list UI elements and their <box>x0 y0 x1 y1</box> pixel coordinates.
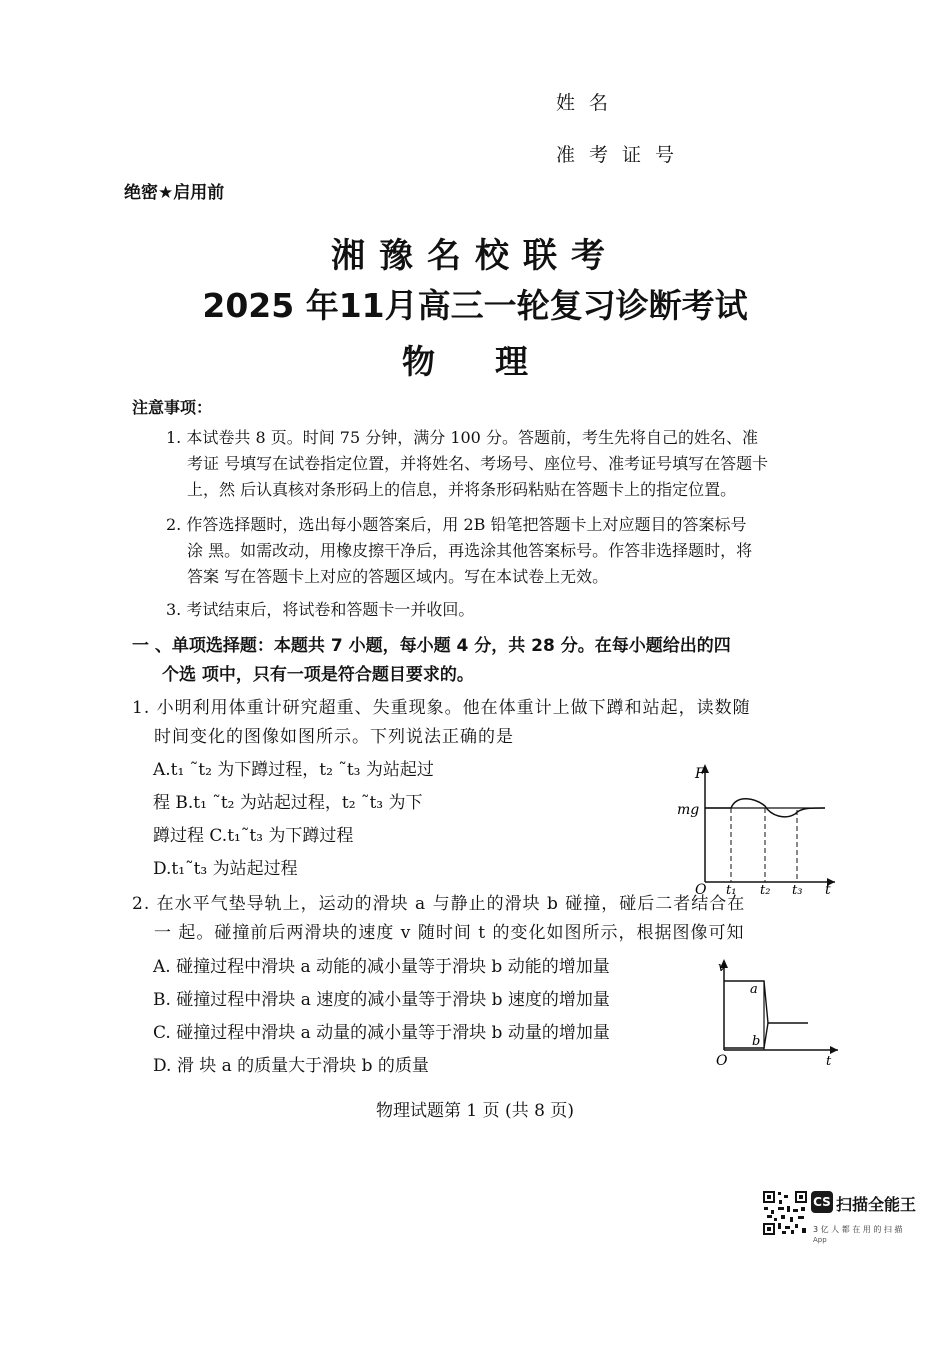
q1-option-line-2: 程 B.t₁ ˜t₂ 为站起过程，t₂ ˜t₃ 为下 <box>153 793 423 813</box>
q2-option-b: B. 碰撞过程中滑块 a 速度的减小量等于滑块 b 速度的增加量 <box>153 990 610 1010</box>
q2-option-c: C. 碰撞过程中滑块 a 动量的减小量等于滑块 b 动量的增加量 <box>153 1023 610 1043</box>
q1-y-label: F <box>695 766 705 782</box>
question-2-stem: 2. 在水平气垫导轨上，运动的滑块 a 与静止的滑块 b 碰撞，碰后二者结合在 一 起。碰撞前后两滑块的速度 v 随时间 t 的变化如图所示，根据图像可知 <box>132 894 746 943</box>
subject-title: 物理 <box>402 342 588 381</box>
secret-label: 绝密★启用前 <box>124 183 225 203</box>
question-1-options <box>153 754 673 886</box>
q2-y-label: v <box>718 960 726 975</box>
q1-origin-label: O <box>695 882 707 898</box>
q2-velocity-time-graph <box>708 955 843 1070</box>
q1-option-line-1: A.t₁ ˜t₂ 为下蹲过程，t₂ ˜t₃ 为站起过 <box>153 760 434 780</box>
q2-origin-label: O <box>716 1053 728 1069</box>
q2-slider-b-line <box>724 1023 768 1048</box>
notice-item-1: 1. 本试卷共 8 页。时间 75 分钟，满分 100 分。答题前，考生先将自己的姓名、准 考证 号填写在试卷指定位置，并将姓名、考场号、座位号、准考证号填写在答题卡 上，然 后认真核对条形码上的信息，并将条形码粘贴在答题卡上的指定位置。 <box>166 428 769 499</box>
q2-slider-a-line <box>724 981 808 1023</box>
camscanner-app-label: App <box>813 1236 827 1244</box>
q1-t1-label: t₁ <box>726 883 737 898</box>
camscanner-brand: 扫描全能王 <box>836 1195 917 1214</box>
q2-option-a: A. 碰撞过程中滑块 a 动能的减小量等于滑块 b 动能的增加量 <box>153 957 610 977</box>
q2-b-label: b <box>752 1034 761 1049</box>
q1-option-line-4: D.t₁˜t₃ 为站起过程 <box>153 859 298 879</box>
question-1-stem: 1. 小明利用体重计研究超重、失重现象。他在体重计上做下蹲和站起，读数随 时间变化的图像如图所示。下列说法正确的是 <box>132 698 751 747</box>
exam-title-line2: 2025 年11月高三一轮复习诊断考试 <box>202 286 748 325</box>
qr-code <box>762 1190 808 1236</box>
q1-x-label: t <box>825 882 831 898</box>
name-label: 姓名 <box>556 92 623 114</box>
exam-id-label: 准考证号 <box>556 144 689 166</box>
q2-a-label: a <box>750 982 758 997</box>
camscanner-logo: CS <box>811 1191 833 1213</box>
notice-item-3: 3. 考试结束后，将试卷和答题卡一并收回。 <box>166 600 475 619</box>
page-footer: 物理试题第 1 页 (共 8 页) <box>376 1101 574 1121</box>
notice-item-2: 2. 作答选择题时，选出每小题答案后，用 2B 铅笔把答题卡上对应题目的答案标号 涂 黑。如需改动，用橡皮擦干净后，再选涂其他答案标号。作答非选择题时，将 答案 写在答题卡上对应的答题区域内。写在本试卷上无效。 <box>166 515 753 586</box>
q1-force-time-graph <box>675 758 840 898</box>
q2-x-label: t <box>826 1054 832 1069</box>
q1-t2-label: t₂ <box>760 883 771 898</box>
question-2-options <box>153 951 713 1083</box>
q1-mg-label: mg <box>677 802 700 818</box>
exam-title-line1: 湘豫名校联考 <box>331 236 619 276</box>
section-heading: 一 、单项选择题：本题共 7 小题，每小题 4 分，共 28 分。在每小题给出的四 个选 项中，只有一项是符合题目要求的。 <box>132 636 731 685</box>
q1-option-line-3: 蹲过程 C.t₁˜t₃ 为下蹲过程 <box>153 826 354 846</box>
q2-option-d: D. 滑 块 a 的质量大于滑块 b 的质量 <box>153 1056 429 1076</box>
camscanner-tagline: 3 亿 人 都 在 用 的 扫 描 <box>813 1225 903 1234</box>
notice-heading: 注意事项： <box>132 398 213 417</box>
q1-t3-label: t₃ <box>792 883 803 898</box>
